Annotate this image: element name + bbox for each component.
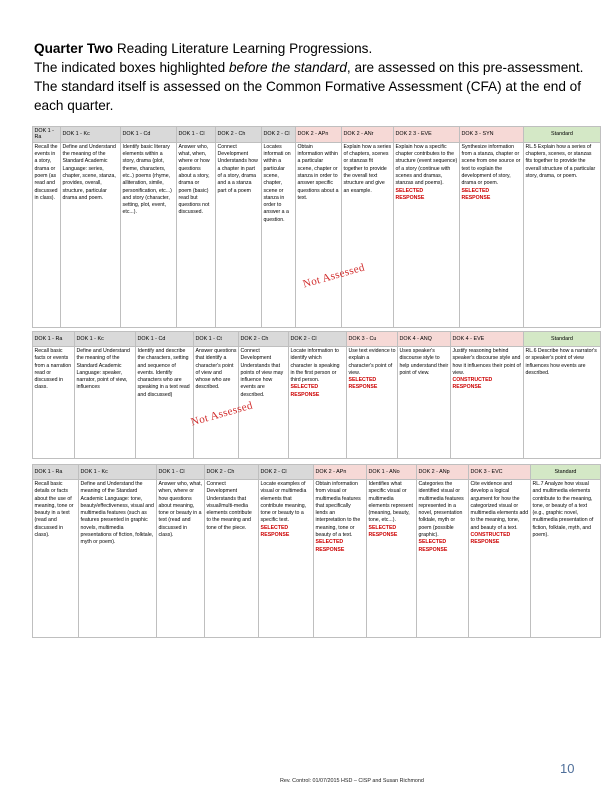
title-rest: Reading Literature Learning Progressions. bbox=[113, 41, 373, 56]
table-cell: Define and Understand the meaning of the Standard Academic Language: tone, beauty/effectiveness, visual and multimedia features (such as features presented in graphic novels, multimedia presentations of fiction, folktale, myth or poem). bbox=[79, 480, 157, 638]
header-cell: DOK 1 - Cd bbox=[136, 332, 194, 347]
table-cell: RL.6 Describe how a narrator's or speaker's point of view influences how events are described. bbox=[524, 347, 601, 459]
not-assessed-stamp: Not Assessed bbox=[301, 261, 367, 291]
table-cell: Answer questions that identify a character's point of view and whose who are described. bbox=[194, 347, 239, 459]
table-cell bbox=[347, 347, 398, 459]
table-cell bbox=[469, 480, 531, 638]
table-cell: RL.5 Explain how a series of chapters, scenes, or stanzas fits together to provide the overall structure of a particular story, drama, or poem. bbox=[524, 142, 601, 327]
response-label: RESPONSE bbox=[260, 532, 290, 539]
cell-text: Cite evidence and develop a logical argument for how the categorized visual or multimedia elements add to the meaning, tone, and beauty of a text. bbox=[470, 481, 529, 531]
table-cell bbox=[394, 142, 460, 327]
title-italic: before the standard bbox=[228, 60, 347, 75]
selected-label: SELECTED bbox=[395, 187, 424, 194]
table-cell bbox=[367, 480, 417, 638]
constructed-label: CONSTRUCTED bbox=[452, 377, 493, 384]
table-cell: Recall basic facts or events from a narration read or discussed in class. bbox=[33, 347, 75, 459]
table-cell: Identify basic literary elements within a story, drama (plot, theme, characters, etc..) poems (rhyme, alliteration, simile, personification, etc...) and story (character, setting, plot, event, etc...). bbox=[121, 142, 177, 327]
response-label: RESPONSE bbox=[470, 539, 500, 546]
table-cell: Recall the events in a story, drama or poem (as read and discussed in class). bbox=[33, 142, 61, 327]
table-cell: Answer who, what, when, where or how questions about meaning, tone or beauty in a text (read and discussed in class). bbox=[157, 480, 205, 638]
selected-label: SELECTED bbox=[461, 187, 490, 194]
response-label: RESPONSE bbox=[418, 546, 448, 553]
title-bold: Quarter Two bbox=[34, 41, 114, 56]
table-cell: Obtain information within a particular scene, chapter or stanza in order to answer specific questions about a text. bbox=[296, 142, 342, 327]
table-cell: Connect Development Understands that visual/multi-media elements contribute to the meaning and tone of the piece. bbox=[205, 480, 259, 638]
response-label: RESPONSE bbox=[368, 532, 398, 539]
header-cell: DOK 2 - Ch bbox=[216, 127, 262, 143]
header-cell: DOK 2 - Ch bbox=[239, 332, 289, 347]
header-cell: DOK 2 - ANp bbox=[417, 465, 469, 480]
table-row bbox=[33, 142, 601, 327]
cell-text: Synthesize information from a stanza, chapter or scene from one source or text to explain the development of story, drama or poem. bbox=[461, 143, 521, 187]
table-cell: Recall basic details or facts about the use of meaning, tone or beauty in a text (read and discussed in class). bbox=[33, 480, 79, 638]
progression-table-rl5 bbox=[32, 126, 601, 328]
progression-table-rl6 bbox=[32, 331, 601, 459]
cell-text: Locate information to identify which character is speaking in the first person or third person. bbox=[290, 348, 340, 384]
table-cell bbox=[417, 480, 469, 638]
constructed-label: CONSTRUCTED bbox=[470, 532, 511, 539]
table-cell: Uses speaker's discourse style to help understand their point of view. bbox=[398, 347, 451, 459]
table-cell: Locates informati on within a particular scene, chapter, scene or stanza in order to answer a a question. bbox=[262, 142, 296, 327]
cell-text: Categories the identified visual or multimedia features represented in a novel, presentation folktale, myth or poem (possible graphic). bbox=[418, 481, 464, 539]
response-label: RESPONSE bbox=[461, 194, 491, 201]
header-cell: DOK 1 - Ra bbox=[33, 332, 75, 347]
header-cell: DOK 2 - Cl bbox=[262, 127, 296, 143]
not-assessed-stamp: Not Assessed bbox=[189, 399, 255, 429]
header-cell: DOK 2 - ANr bbox=[342, 127, 394, 143]
response-label: RESPONSE bbox=[452, 384, 482, 391]
selected-label: SELECTED bbox=[368, 524, 397, 531]
page-number: 10 bbox=[560, 761, 575, 776]
header-cell: Standard bbox=[524, 332, 601, 347]
cell-text: Explain how a specific chapter contributes to the structure (event sequence) of a story (continue with scenes and dramas, stanzas and poems). bbox=[395, 143, 458, 187]
cell-text: Obtain information from visual or multimedia features that specifically lends an interpretation to the meaning, tone or beauty of a text. bbox=[315, 481, 361, 539]
table-cell: Define and Understand the meaning of the Standard Academic Language: series, chapter, scene, stanza, provides, overall, structure, particular drama and poem. bbox=[61, 142, 121, 327]
response-label: RESPONSE bbox=[395, 194, 425, 201]
response-label: RESPONSE bbox=[290, 391, 320, 398]
selected-label: SELECTED bbox=[315, 539, 344, 546]
selected-label: SELECTED bbox=[348, 377, 377, 384]
header-cell: Standard bbox=[531, 465, 601, 480]
table-header-row bbox=[33, 127, 601, 143]
table-cell bbox=[314, 480, 367, 638]
header-cell: DOK 3 - Cu bbox=[347, 332, 398, 347]
table-header-row bbox=[33, 465, 601, 480]
header-cell: DOK 1 - Cl bbox=[157, 465, 205, 480]
header-cell: DOK 1 - Ct bbox=[194, 332, 239, 347]
header-cell: DOK 4 - EVE bbox=[451, 332, 524, 347]
table-cell: Connect Development Understands that points of view may influence how events are described. bbox=[239, 347, 289, 459]
header-cell: Standard bbox=[524, 127, 601, 143]
table-cell: Identify and describe the characters, setting and sequence of events. Identify characters who are speaking in a text read and discussed) bbox=[136, 347, 194, 459]
table-cell bbox=[451, 347, 524, 459]
table-header-row bbox=[33, 332, 601, 347]
cell-text: Justify reasoning behind speaker's discourse style and how it influences their point of view. bbox=[452, 348, 521, 376]
selected-label: SELECTED bbox=[290, 384, 319, 391]
header-cell: DOK 1 - ANo bbox=[367, 465, 417, 480]
header-cell: DOK 1 - Ra bbox=[33, 465, 79, 480]
header-cell: DOK 2 3 - EVE bbox=[394, 127, 460, 143]
selected-label: SELECTED bbox=[418, 539, 447, 546]
response-label: RESPONSE bbox=[315, 546, 345, 553]
title-line2b: , are assessed on this pre-assessment. The standard itself is assessed on the Common Formative Assessment (CFA) at the end of each quarter. bbox=[34, 60, 584, 113]
table-row bbox=[33, 480, 601, 638]
table-cell bbox=[289, 347, 347, 459]
table-cell bbox=[460, 142, 524, 327]
page-title bbox=[34, 39, 594, 115]
cell-text: Locate examples of visual or multimedia elements that contribute meaning, tone or beauty to a specific text. bbox=[260, 481, 307, 524]
response-label: RESPONSE bbox=[348, 384, 378, 391]
header-cell: DOK 4 - ANQ bbox=[398, 332, 451, 347]
header-cell: DOK 3 - SYN bbox=[460, 127, 524, 143]
progression-table-rl7 bbox=[32, 464, 601, 638]
table-row bbox=[33, 347, 601, 459]
header-cell: DOK 1 - Kc bbox=[61, 127, 121, 143]
footer-revision: Rev. Control: 01/07/2015 HSD – CISP and Susan Richmond bbox=[280, 778, 424, 784]
table-cell: Define and Understand the meaning of the Standard Academic Language: speaker, narrator, point of view, influences bbox=[75, 347, 136, 459]
title-line2a: The indicated boxes highlighted bbox=[34, 60, 229, 75]
header-cell: DOK 1 - Ra bbox=[33, 127, 61, 143]
header-cell: DOK 1 - Kc bbox=[75, 332, 136, 347]
selected-label: SELECTED bbox=[260, 524, 289, 531]
table-cell: RL.7 Analyze how visual and multimedia elements contribute to the meaning, tone, or beauty of a text (e.g., graphic novel, multimedia presentation of fiction, folktale, myth, and poem). bbox=[531, 480, 601, 638]
table-cell: Explain how a series of chapters, scenes or stanzas fit together to provide the overall text structure and give an example. bbox=[342, 142, 394, 327]
cell-text: Identifies what specific visual or multimedia elements represent (meaning, beauty, tone, etc...). bbox=[368, 481, 413, 524]
header-cell: DOK 2 - Ch bbox=[205, 465, 259, 480]
header-cell: DOK 1 - Kc bbox=[79, 465, 157, 480]
table-cell: Connect Development Understands how a chapter in part of a story, drama and a a stanza part of a poem bbox=[216, 142, 262, 327]
header-cell: DOK 2 - APn bbox=[314, 465, 367, 480]
header-cell: DOK 1 - Cl bbox=[177, 127, 216, 143]
table-cell bbox=[259, 480, 314, 638]
header-cell: DOK 3 - EVC bbox=[469, 465, 531, 480]
header-cell: DOK 2 - Cl bbox=[259, 465, 314, 480]
header-cell: DOK 2 - APn bbox=[296, 127, 342, 143]
header-cell: DOK 1 - Cd bbox=[121, 127, 177, 143]
table-cell: Answer who, what, when, where or how questions about a story, drama or poem (basic) read but questions not discussed. bbox=[177, 142, 216, 327]
header-cell: DOK 2 - Cl bbox=[289, 332, 347, 347]
cell-text: Use text evidence to explain a character's point of view. bbox=[348, 348, 396, 376]
